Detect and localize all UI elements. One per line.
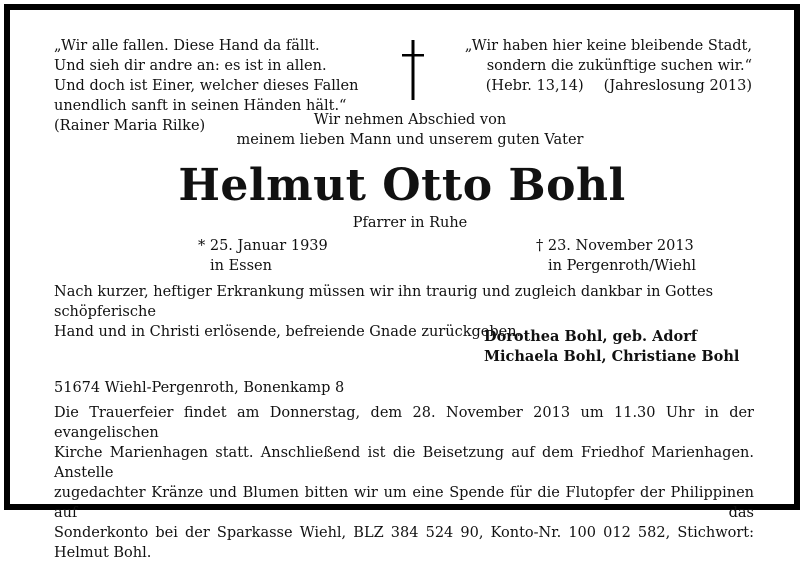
signers [484, 327, 774, 367]
intro-line: meinem lieben Mann und unserem guten Vater [236, 132, 584, 148]
service-line: Kirche Marienhagen statt. Anschließend ist die Beisetzung auf dem Friedhof Marienhagen. Anstelle [54, 445, 754, 481]
signer-line: Dorothea Bohl, geb. Adorf [484, 328, 698, 345]
main-text-line: Nach kurzer, heftiger Erkrankung müssen wir ihn traurig und zugleich dankbar in Gottes schöpferische [54, 284, 714, 320]
death-date: † 23. November 2013 [536, 238, 694, 254]
intro-text [210, 110, 610, 150]
quote-line: Und sieh dir andre an: es ist in allen. [54, 58, 327, 74]
occupation: Pfarrer in Ruhe [352, 215, 468, 231]
death-info [536, 236, 756, 276]
signer-line: Michaela Bohl, Christiane Bohl [484, 348, 740, 365]
quote-author: (Rainer Maria Rilke) [54, 118, 206, 134]
service-info [54, 403, 754, 563]
service-line: Sonderkonto bei der Sparkasse Wiehl, BLZ 384 524 90, Konto-Nr. 100 012 582, Stichwort: Helmut Bohl. [54, 525, 754, 561]
quote-line: Und doch ist Einer, welcher dieses Fallen [54, 78, 359, 94]
quote-line: unendlich sanft in seinen Händen hält.“ [54, 98, 347, 114]
intro-line: Wir nehmen Abschied von [313, 112, 507, 128]
obituary-frame [4, 4, 800, 561]
latin-cross-icon [402, 40, 424, 100]
service-line: Die Trauerfeier findet am Donnerstag, dem 28. November 2013 um 11.30 Uhr in der evangelischen [54, 405, 754, 441]
quote-line: „Wir haben hier keine bleibende Stadt, [464, 38, 752, 54]
address: 51674 Wiehl-Pergenroth, Bonenkamp 8 [54, 380, 345, 396]
quote-source-ref: (Hebr. 13,14) [485, 78, 584, 94]
quote-source [456, 76, 752, 96]
quote-line: „Wir alle fallen. Diese Hand da fällt. [54, 38, 320, 54]
quote-source-note: (Jahreslosung 2013) [603, 78, 752, 94]
birth-info [198, 236, 398, 276]
main-text-line: Hand und in Christi erlösende, befreiende Gnade zurückgeben. [54, 324, 522, 340]
deceased-name: Helmut Otto Bohl [178, 160, 626, 211]
bible-quote [456, 36, 752, 96]
quote-line: sondern die zukünftige suchen wir.“ [486, 58, 752, 74]
birth-date: * 25. Januar 1939 [198, 238, 328, 254]
death-place: in Pergenroth/Wiehl [548, 258, 696, 274]
service-line: zugedachter Kränze und Blumen bitten wir um eine Spende für die Flutopfer der Philippinen auf das [54, 485, 754, 521]
birth-place: in Essen [210, 258, 272, 274]
